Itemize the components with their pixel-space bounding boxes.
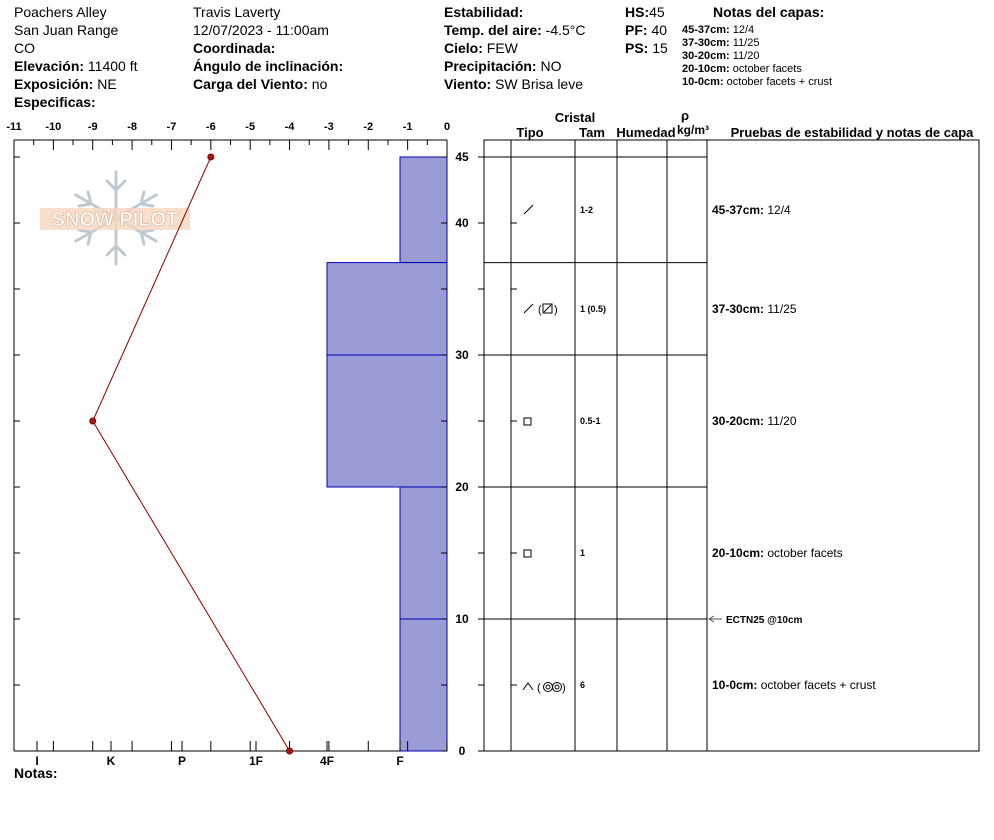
temperature-point — [287, 748, 293, 754]
temp-tick-label: -11 — [6, 121, 22, 133]
depth-tick-label: 0 — [458, 744, 466, 758]
layer-note-value: october facets — [767, 546, 843, 560]
col-tests: Pruebas de estabilidad y notas de capa — [730, 125, 974, 140]
layer-note-value: october facets + crust — [760, 678, 876, 692]
grain-fragment-icon — [524, 205, 533, 214]
layer-note: 45-37cm: 12/4 — [682, 24, 755, 36]
airtemp-value: -4.5°C — [545, 22, 586, 38]
hardness-bar — [327, 263, 447, 355]
ps-value: 15 — [652, 40, 668, 56]
grain-size: 0.5-1 — [580, 416, 601, 426]
grain-melt-icon — [555, 685, 559, 689]
location: Poachers Alley — [14, 4, 107, 20]
temp-tick-label: -9 — [87, 121, 98, 133]
layer-note-range: 45-37cm: — [712, 202, 768, 217]
temp-tick-label: -5 — [245, 121, 256, 133]
grain-paren-open: ( — [537, 682, 541, 694]
range: San Juan Range — [14, 22, 119, 38]
col-type: Tipo — [516, 125, 544, 140]
layer-note: 37-30cm: 11/25 — [682, 37, 760, 49]
grain-paren-close: ) — [554, 304, 558, 316]
layer-note-text — [712, 678, 876, 692]
hardness-tick-label: 4F — [319, 754, 335, 768]
layer-note-range: 37-30cm: — [712, 301, 768, 316]
hardness-tick-label: 1F — [248, 754, 264, 768]
temp-tick-label: -8 — [127, 121, 137, 133]
grain-rounding-facet-icon — [544, 305, 551, 312]
layer-note-value: 11/25 — [767, 301, 797, 316]
temp-tick-label: 0 — [443, 121, 451, 133]
grain-paren-close: ) — [562, 682, 566, 694]
hs-label: HS: — [625, 4, 650, 20]
grain-size: 6 — [580, 680, 586, 690]
col-rho: ρ — [680, 108, 690, 123]
elevation-value: 11400 ft — [87, 58, 138, 74]
hardness-bar — [400, 487, 447, 619]
temperature-point — [208, 154, 214, 160]
layer-note-value: 11/20 — [767, 414, 797, 428]
state: CO — [14, 40, 35, 56]
grain-fragment-icon — [524, 304, 533, 313]
sky-value: FEW — [486, 40, 518, 56]
aspect-value: NE — [97, 76, 117, 92]
grain-size: 1 (0.5) — [580, 303, 607, 314]
logo-text: SNOW PILOT — [51, 209, 179, 231]
temperature-line — [93, 157, 290, 751]
grain-depth-hoar-icon — [523, 683, 533, 690]
depth-tick-label: 20 — [455, 480, 469, 494]
precip-label: Precipitación: — [444, 58, 537, 74]
grain-size: 1 — [580, 548, 586, 558]
stability-label: Estabilidad: — [444, 4, 524, 20]
grain-melt-icon — [546, 685, 550, 689]
layer-note-range: 20-10cm: — [712, 546, 768, 560]
layer-note-range: 10-0cm: — [712, 678, 761, 692]
layer-note: 20-10cm: october facets — [682, 63, 802, 75]
temperature-point — [90, 418, 96, 424]
layer-table-frame — [484, 140, 979, 751]
depth-tick-label: 10 — [455, 612, 469, 626]
windload-value: no — [311, 76, 328, 92]
col-moisture: Humedad — [616, 125, 676, 140]
layer-notes-title: Notas del capas: — [713, 4, 825, 20]
hardness-tick-label: F — [396, 754, 404, 768]
specifics-label: Especificas: — [14, 94, 96, 110]
layer-rows — [484, 157, 876, 692]
layer-note-text — [712, 302, 797, 316]
temp-tick-label: -7 — [166, 121, 177, 133]
grain-facet-icon — [524, 550, 531, 557]
temp-tick-label: -2 — [363, 121, 374, 133]
slope-label: Ángulo de inclinación: — [193, 58, 344, 74]
airtemp-label: Temp. del aire: — [444, 22, 542, 38]
precip-value: NO — [540, 58, 562, 74]
hardness-axis — [35, 741, 403, 768]
temp-tick-label: -10 — [45, 121, 62, 133]
depth-tick-label: 40 — [455, 216, 469, 230]
temp-tick-label: -1 — [402, 121, 413, 133]
layer-note-range: 30-20cm: — [712, 414, 768, 428]
pf-label: PF: — [625, 22, 648, 38]
pf-value: 40 — [651, 22, 668, 38]
hs-value: 45 — [649, 4, 665, 20]
grain-melt-icon — [544, 683, 553, 692]
hardness-tick-label: K — [106, 754, 116, 768]
sky-label: Cielo: — [444, 40, 483, 56]
stability-test-label: ECTN25 @10cm — [726, 615, 803, 626]
hardness-bars — [327, 157, 447, 751]
snowpilot-logo — [40, 172, 190, 264]
observer: Travis Laverty — [193, 4, 281, 20]
grain-melt-icon — [553, 683, 562, 692]
layer-note-value: 12/4 — [767, 202, 791, 217]
col-crystal: Cristal — [554, 110, 596, 125]
coord-label: Coordinada: — [193, 40, 276, 56]
wind-label: Viento: — [444, 76, 492, 92]
ps-label: PS: — [625, 40, 649, 56]
temp-tick-label: -4 — [284, 121, 295, 133]
depth-tick-label: 45 — [455, 150, 469, 164]
wind-value: SW Brisa leve — [495, 76, 584, 92]
grain-paren-open: ( — [538, 304, 542, 316]
grain-facet-icon — [524, 418, 531, 425]
grain-size: 1-2 — [580, 204, 594, 215]
layer-note-text — [712, 203, 791, 217]
temp-tick-label: -3 — [324, 121, 334, 133]
layer-note-text — [712, 414, 797, 428]
hardness-tick-label: I — [35, 754, 39, 768]
layer-note-text — [712, 546, 843, 560]
windload-label: Carga del Viento: — [193, 76, 308, 92]
temperature-profile — [90, 154, 293, 754]
datetime: 12/07/2023 - 11:00am — [193, 22, 329, 38]
hardness-bar — [400, 619, 447, 751]
hardness-bar — [327, 355, 447, 487]
depth-tick-label: 30 — [455, 348, 469, 362]
aspect-label: Exposición: — [14, 76, 94, 92]
notes-label: Notas: — [14, 765, 58, 781]
col-size: Tam — [579, 125, 605, 140]
layer-note: 10-0cm: october facets + crust — [682, 76, 833, 88]
col-density: kg/m³ — [676, 123, 710, 137]
hardness-bar — [400, 157, 447, 263]
layer-note: 30-20cm: 11/20 — [682, 50, 760, 62]
temp-tick-label: -6 — [205, 121, 216, 133]
hardness-tick-label: P — [177, 754, 187, 768]
elevation-label: Elevación: — [14, 58, 85, 74]
grain-icons — [523, 205, 566, 694]
